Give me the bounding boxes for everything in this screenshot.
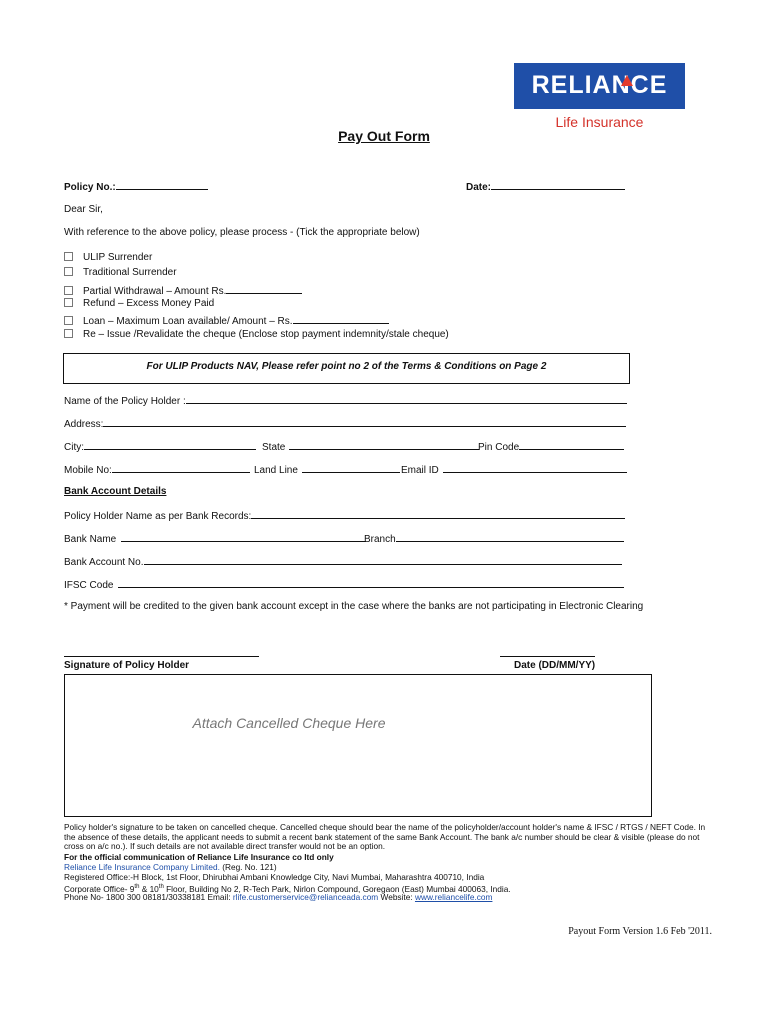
page-title: Pay Out Form <box>338 128 430 144</box>
signature-label: Signature of Policy Holder <box>64 660 190 671</box>
option-loan[interactable]: Loan – Maximum Loan available/ Amount – Rs. <box>64 313 389 327</box>
bank-heading: Bank Account Details <box>64 486 167 497</box>
signature-date-label: Date (DD/MM/YY) <box>514 660 596 671</box>
option-reissue-cheque[interactable]: Re – Issue /Revalidate the cheque (Enclose stop payment indemnity/stale cheque) <box>64 329 449 340</box>
ulip-note-box <box>63 353 630 384</box>
account-no-field[interactable]: Bank Account No. <box>64 554 622 568</box>
checkbox[interactable] <box>64 298 73 307</box>
ulip-note: For ULIP Products NAV, Please refer point no 2 of the Terms & Conditions on Page 2 <box>146 361 547 372</box>
policy-no-field[interactable] <box>64 179 208 193</box>
option-partial-withdrawal[interactable]: Partial Withdrawal – Amount Rs. <box>64 283 302 297</box>
intro-text: With reference to the above policy, please process - (Tick the appropriate below) <box>64 227 420 238</box>
checkbox[interactable] <box>64 286 73 295</box>
payment-note: * Payment will be credited to the given bank account except in the case where the banks are not participating in Electronic Clearing <box>64 601 644 612</box>
footer-corporate: Corporate Office- 9th & 10th Floor, Building No 2, R-Tech Park, Nirlon Compound, Goregaon (East) Mumbai 400063, India. <box>64 883 511 894</box>
cheque-box-label: Attach Cancelled Cheque Here <box>192 715 386 731</box>
policy-no-label: Policy No.: <box>64 182 116 193</box>
ifsc-field[interactable]: IFSC Code <box>64 577 624 591</box>
option-ulip-surrender[interactable]: ULIP Surrender <box>64 252 152 263</box>
landline-field[interactable]: Land Line <box>254 462 400 476</box>
date-field[interactable] <box>466 179 625 193</box>
bank-holder-name-field[interactable]: Policy Holder Name as per Bank Records: <box>64 508 625 522</box>
holder-name-field[interactable]: Name of the Policy Holder : <box>64 393 627 407</box>
footer-official: For the official communication of Reliance Life Insurance co ltd only <box>64 852 334 862</box>
checkbox[interactable] <box>64 267 73 276</box>
footer-registered: Registered Office:-H Block, 1st Floor, Dhirubhai Ambani Knowledge City, Navi Mumbai, Maharashtra 400710, India <box>64 872 485 882</box>
signature-date-line[interactable] <box>500 656 595 657</box>
footer-contact: Phone No- 1800 300 08181/30338181 Email: rlife.customerservice@relianceada.com Website: www.reliancelife.com <box>64 892 493 902</box>
salutation: Dear Sir, <box>64 204 103 215</box>
footer-instructions: Policy holder's signature to be taken on cancelled cheque. Cancelled cheque should bear the name of the policyholder/account holder's name & IFSC / RTGS / NEFT Code. In the absence of these details, the applicant needs to submit a recent bank statement of the same Bank Account. The bank a/c number should be clear & visible (please do not cross on a/c no.). If such details are not available direct transfer would not be an option. <box>64 822 706 851</box>
date-label: Date: <box>466 182 492 193</box>
bank-name-field[interactable]: Bank Name <box>64 531 366 545</box>
checkbox[interactable] <box>64 316 73 325</box>
footer-website-link[interactable]: www.reliancelife.com <box>414 892 493 902</box>
mobile-field[interactable]: Mobile No: <box>64 462 250 476</box>
city-field[interactable]: City: <box>64 439 256 453</box>
logo-triangle-icon <box>621 75 633 86</box>
signature-line[interactable] <box>64 656 259 657</box>
branch-field[interactable]: Branch <box>364 531 624 545</box>
checkbox[interactable] <box>64 252 73 261</box>
cheque-attach-box <box>64 674 652 817</box>
address-field[interactable]: Address: <box>64 416 626 430</box>
email-field[interactable]: Email ID <box>401 462 627 476</box>
logo-name: RELIANCE <box>531 71 668 99</box>
pin-code-field[interactable]: Pin Code <box>478 439 624 453</box>
footer-company: Reliance Life Insurance Company Limited. (Reg. No. 121) <box>64 862 277 872</box>
logo-subtitle: Life Insurance <box>555 114 644 130</box>
checkbox[interactable] <box>64 329 73 338</box>
footer-email-link[interactable]: rlife.customerservice@relianceada.com <box>232 892 379 902</box>
state-field[interactable]: State <box>262 439 479 453</box>
reliance-logo <box>514 63 685 109</box>
option-refund[interactable]: Refund – Excess Money Paid <box>64 298 214 309</box>
option-traditional-surrender[interactable]: Traditional Surrender <box>64 267 177 278</box>
form-version: Payout Form Version 1.6 Feb '2011. <box>568 926 712 937</box>
